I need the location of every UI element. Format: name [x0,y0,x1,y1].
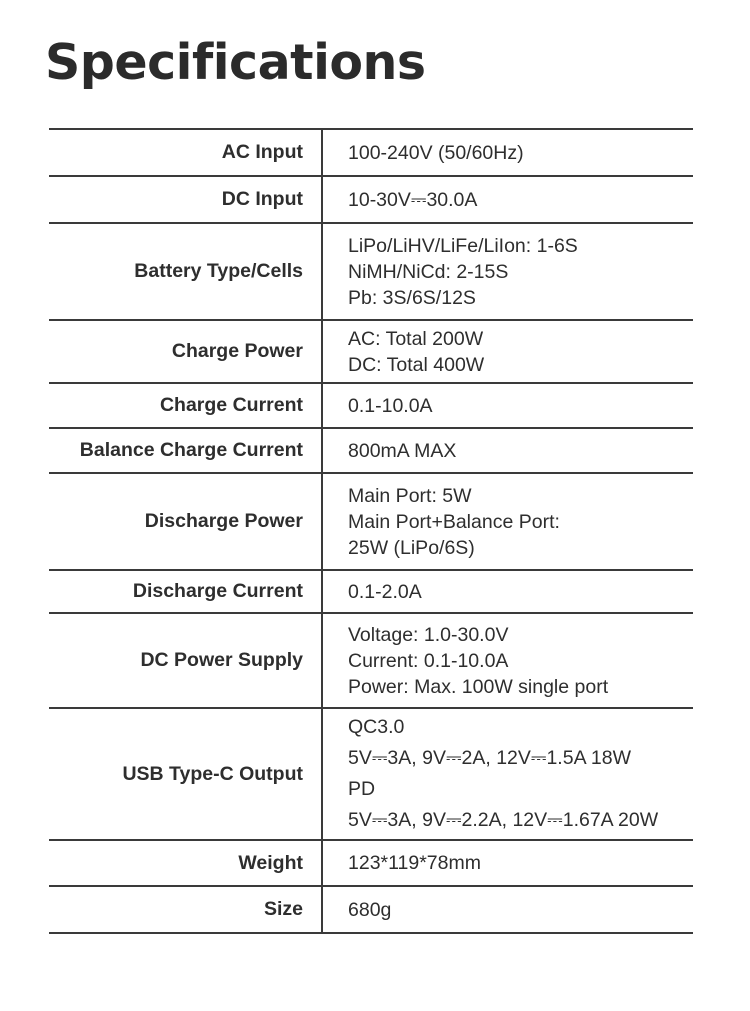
spec-value-line: Main Port: 5W [348,484,472,507]
spec-value-line: 0.1-10.0A [348,394,433,417]
spec-label: Charge Current [49,384,323,427]
spec-row-dc-input [49,177,693,224]
spec-label: Charge Power [49,321,323,382]
spec-value [323,429,693,472]
spec-value [323,709,693,839]
spec-value-line: AC: Total 200W [348,327,484,350]
spec-label: Size [49,887,323,932]
spec-value-line: 100-240V (50/60Hz) [348,141,524,164]
spec-value [323,571,693,612]
spec-value-line: Current: 0.1-10.0A [348,649,509,672]
spec-value-line: 5V⎓3A, 9V⎓2.2A, 12V⎓1.67A 20W [348,809,659,831]
spec-value [323,384,693,427]
spec-value-line: 800mA MAX [348,439,457,462]
spec-value-line: Power: Max. 100W single port [348,675,609,698]
spec-value [323,614,693,707]
spec-row-weight [49,841,693,887]
spec-value-line: DC: Total 400W [348,353,485,376]
spec-label: Weight [49,841,323,885]
spec-value [323,321,693,382]
spec-row-dc-power-supply [49,614,693,709]
spec-label: AC Input [49,130,323,175]
spec-row-discharge-current [49,571,693,614]
spec-label: Discharge Current [49,571,323,612]
page-title: Specifications [45,34,426,91]
spec-row-charge-current [49,384,693,429]
spec-row-charge-power [49,321,693,384]
spec-value-line: Pb: 3S/6S/12S [348,286,476,309]
spec-value-line: QC3.0 [348,716,405,738]
spec-value-line: 123*119*78mm [348,852,481,874]
spec-value-line: 0.1-2.0A [348,580,422,603]
spec-label: DC Input [49,177,323,222]
spec-value [323,130,693,175]
spec-value [323,177,693,222]
spec-value [323,224,693,319]
spec-value-line: 680g [348,898,392,921]
spec-row-ac-input [49,130,693,177]
spec-value [323,841,693,885]
spec-label: Discharge Power [49,474,323,569]
spec-value-line: PD [348,778,376,800]
spec-row-usb-type-c-output [49,709,693,841]
spec-label: DC Power Supply [49,614,323,707]
spec-row-discharge-power [49,474,693,571]
spec-row-balance-charge-current [49,429,693,474]
spec-value-line: 25W (LiPo/6S) [348,536,475,559]
spec-row-battery-type [49,224,693,321]
specifications-table [49,128,693,934]
spec-value-line: NiMH/NiCd: 2-15S [348,260,509,283]
spec-value-line: Voltage: 1.0-30.0V [348,623,509,646]
spec-value-line: 5V⎓3A, 9V⎓2A, 12V⎓1.5A 18W [348,747,632,769]
spec-label: USB Type-C Output [49,709,323,839]
spec-value [323,887,693,932]
spec-value [323,474,693,569]
spec-label: Balance Charge Current [49,429,323,472]
spec-value-line: 10-30V⎓30.0A [348,188,478,211]
spec-label: Battery Type/Cells [49,224,323,319]
spec-value-line: LiPo/LiHV/LiFe/LiIon: 1-6S [348,234,578,257]
spec-row-size [49,887,693,934]
spec-value-line: Main Port+Balance Port: [348,510,560,533]
